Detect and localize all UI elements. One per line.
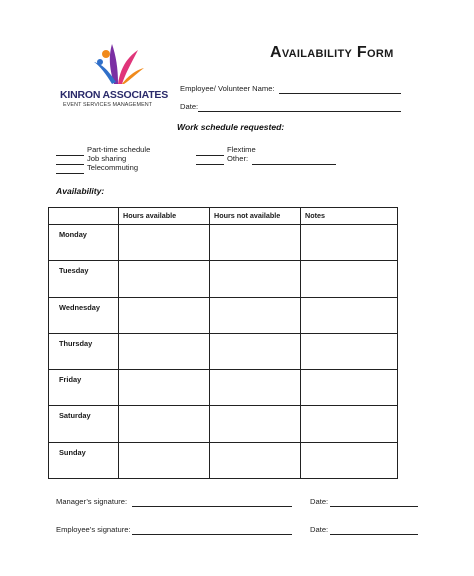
manager-date-field[interactable] (330, 506, 418, 507)
day-label: Tuesday (49, 261, 119, 297)
hours-not-available-cell[interactable] (210, 442, 301, 478)
part-time-blank[interactable] (56, 155, 84, 156)
table-row (49, 406, 398, 442)
column-header-notes: Notes (301, 208, 398, 225)
job-sharing-blank[interactable] (56, 164, 84, 165)
notes-cell[interactable] (301, 370, 398, 406)
manager-signature-field[interactable] (132, 506, 292, 507)
table-header-row (49, 208, 398, 225)
notes-cell[interactable] (301, 442, 398, 478)
other-blank[interactable] (196, 164, 224, 165)
flextime-label: Flextime (227, 145, 256, 154)
hours-available-cell[interactable] (119, 261, 210, 297)
notes-cell[interactable] (301, 225, 398, 261)
other-field[interactable] (252, 164, 336, 165)
table-row (49, 370, 398, 406)
part-time-label: Part-time schedule (87, 145, 151, 154)
hours-not-available-cell[interactable] (210, 297, 301, 333)
hours-not-available-cell[interactable] (210, 333, 301, 369)
hours-not-available-cell[interactable] (210, 261, 301, 297)
org-name: KINRON ASSOCIATES (60, 89, 169, 101)
table-row (49, 333, 398, 369)
table-row (49, 261, 398, 297)
date-field[interactable] (198, 111, 401, 112)
notes-cell[interactable] (301, 261, 398, 297)
day-label: Sunday (49, 442, 119, 478)
employee-name-label: Employee/ Volunteer Name: (180, 84, 275, 93)
notes-cell[interactable] (301, 297, 398, 333)
schedule-title: Work schedule requested: (177, 122, 285, 132)
kinron-logo-icon (92, 40, 144, 84)
date-label: Date: (180, 102, 199, 111)
hours-available-cell[interactable] (119, 370, 210, 406)
employee-date-label: Date: (310, 525, 329, 534)
column-header-hours-not-available: Hours not available (210, 208, 301, 225)
day-label: Wednesday (49, 297, 119, 333)
table-row (49, 297, 398, 333)
telecommuting-blank[interactable] (56, 173, 84, 174)
employee-date-field[interactable] (330, 534, 418, 535)
hours-available-cell[interactable] (119, 406, 210, 442)
employee-signature-label: Employee’s signature: (56, 525, 131, 534)
employee-signature-field[interactable] (132, 534, 292, 535)
notes-cell[interactable] (301, 406, 398, 442)
notes-cell[interactable] (301, 333, 398, 369)
table-row (49, 225, 398, 261)
org-subtitle: EVENT SERVICES MANAGEMENT (63, 102, 153, 108)
form-title: Availability Form (270, 44, 394, 61)
telecommuting-label: Telecommuting (87, 163, 139, 172)
column-header (49, 208, 119, 225)
hours-available-cell[interactable] (119, 297, 210, 333)
hours-available-cell[interactable] (119, 333, 210, 369)
hours-available-cell[interactable] (119, 225, 210, 261)
employee-name-field[interactable] (279, 93, 401, 94)
manager-date-label: Date: (310, 497, 329, 506)
other-label: Other: (227, 154, 249, 163)
hours-not-available-cell[interactable] (210, 406, 301, 442)
day-label: Friday (49, 370, 119, 406)
hours-available-cell[interactable] (119, 442, 210, 478)
table-row (49, 442, 398, 478)
day-label: Thursday (49, 333, 119, 369)
flextime-blank[interactable] (196, 155, 224, 156)
hours-not-available-cell[interactable] (210, 225, 301, 261)
day-label: Saturday (49, 406, 119, 442)
day-label: Monday (49, 225, 119, 261)
availability-table (48, 207, 398, 479)
manager-signature-label: Manager’s signature: (56, 497, 128, 506)
availability-title: Availability: (56, 186, 105, 196)
column-header-hours-available: Hours available (119, 208, 210, 225)
job-sharing-label: Job sharing (87, 154, 127, 163)
hours-not-available-cell[interactable] (210, 370, 301, 406)
